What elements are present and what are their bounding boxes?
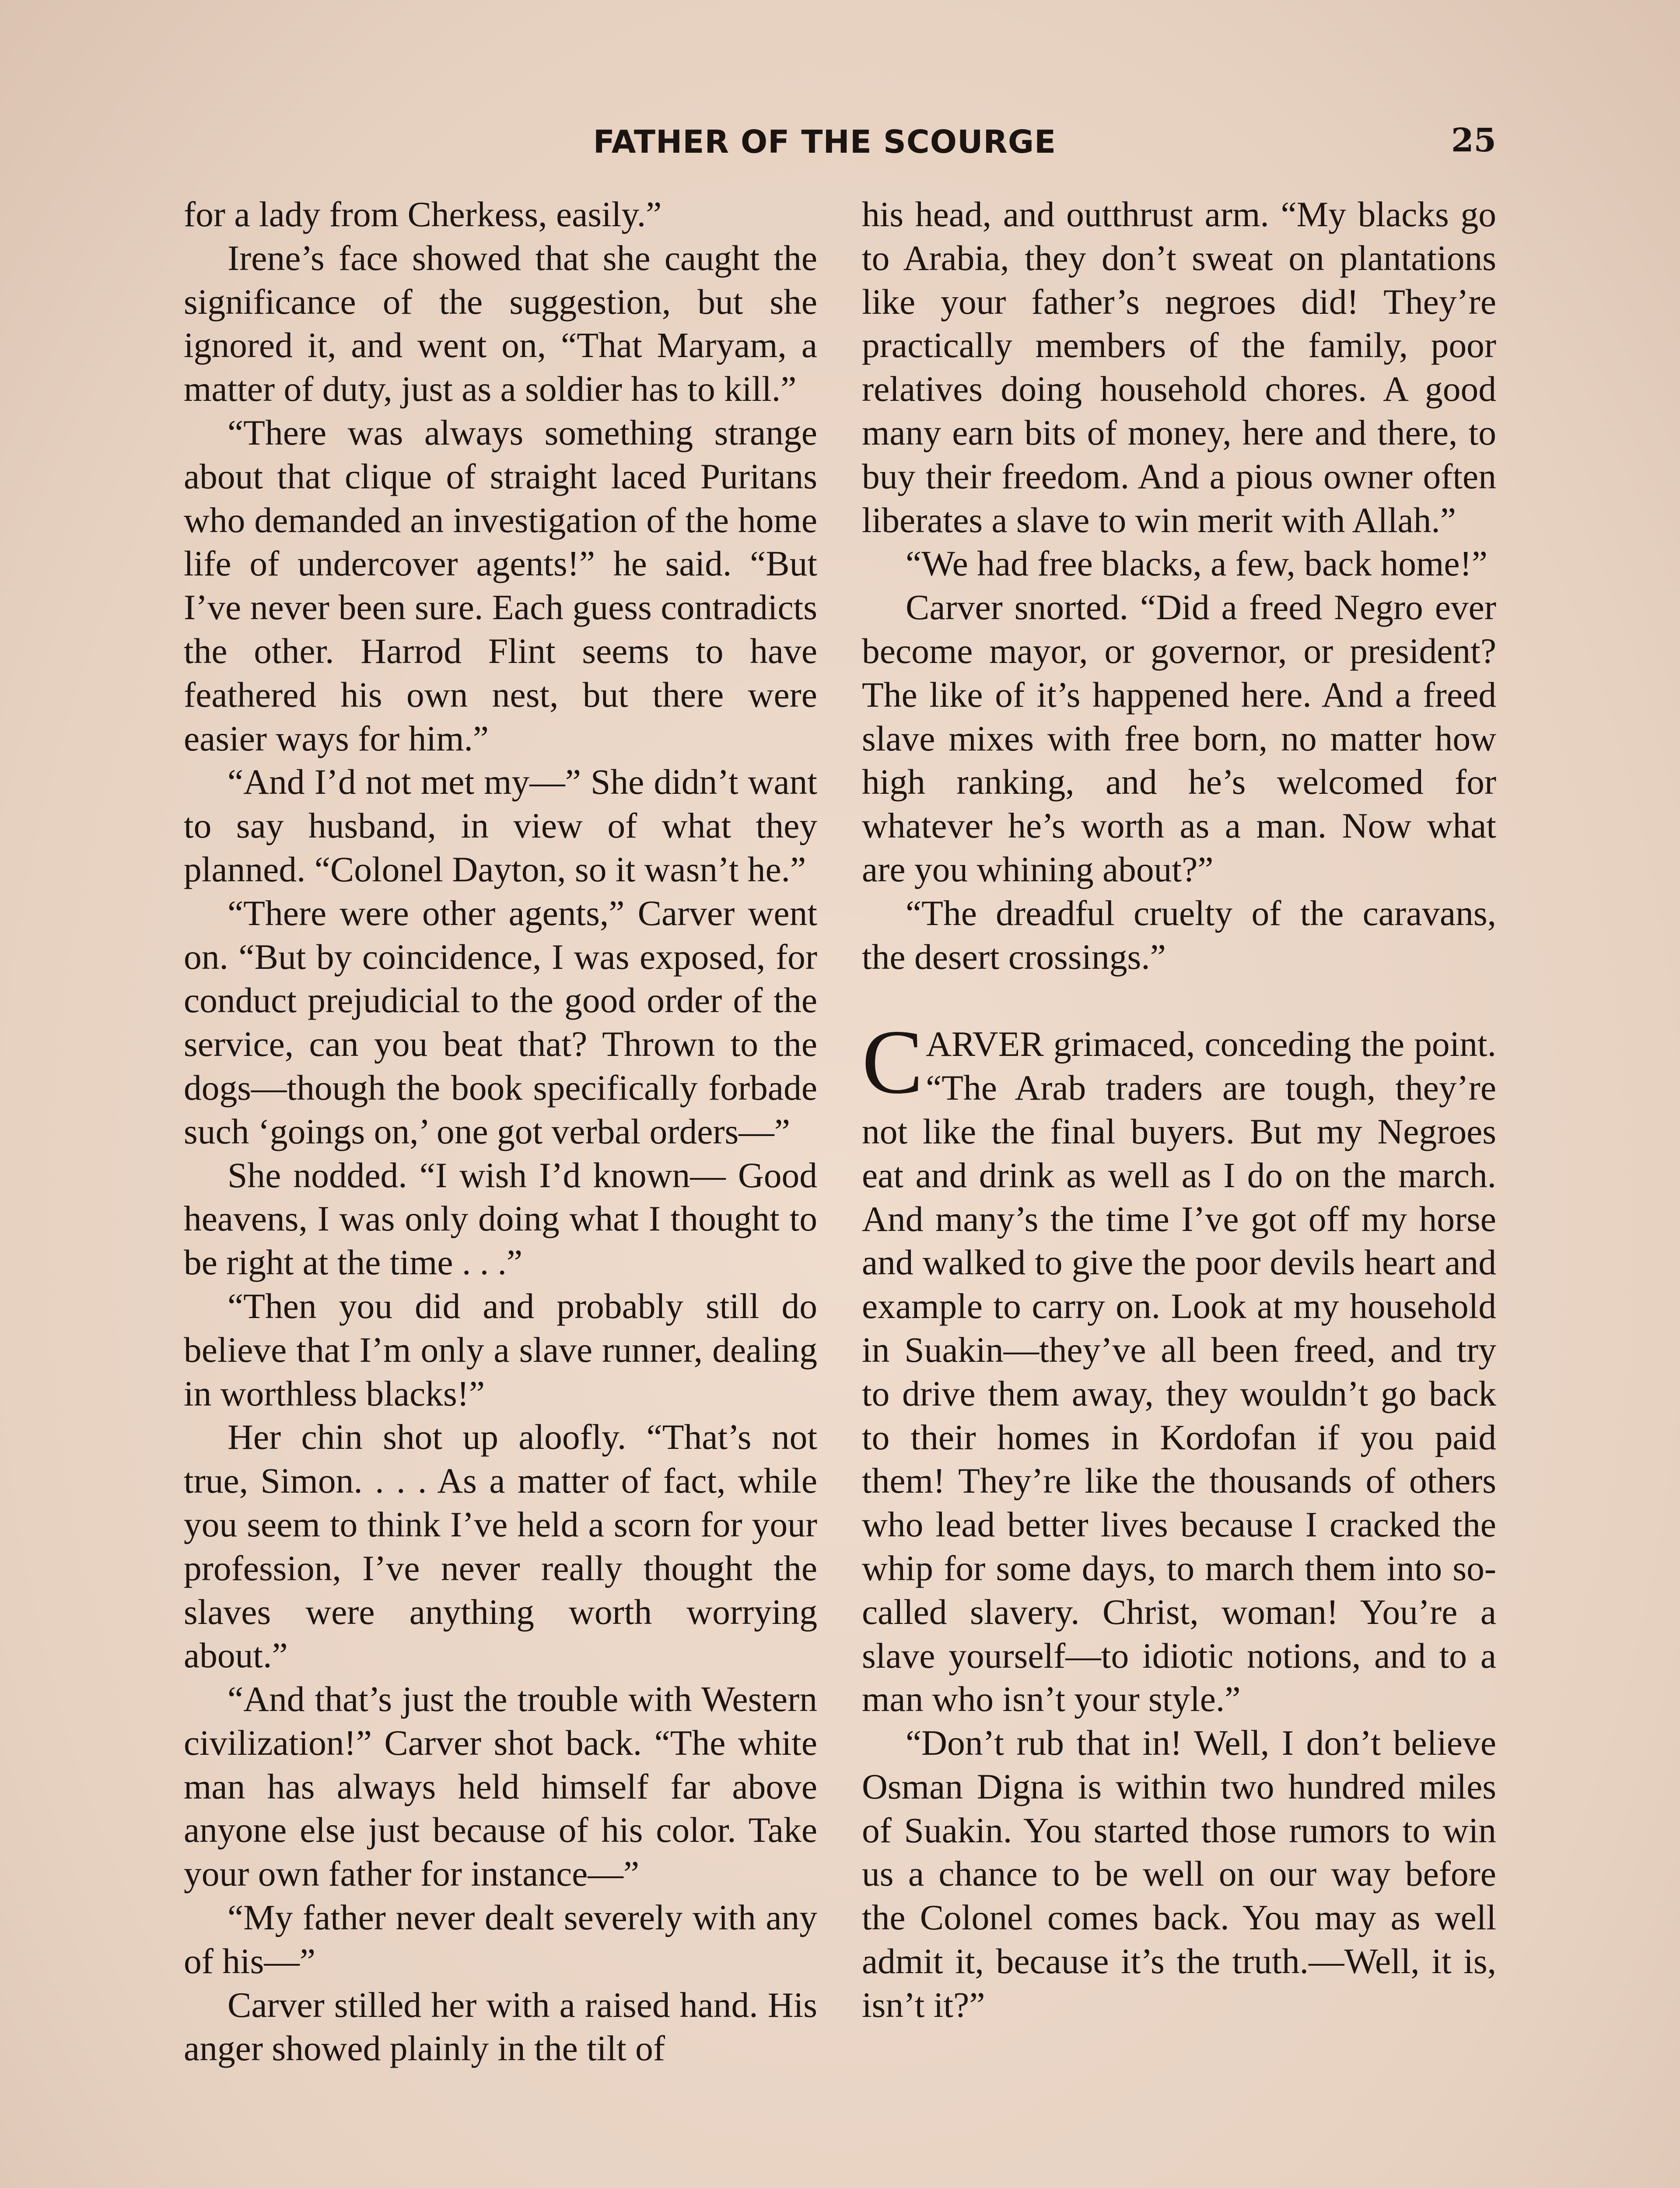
paragraph-text: grimaced, conceding the point. “The Arab traders are tough, they’re not like the final buyers. But my Negroes eat and drink as well as I do on the march. And many’s the time I’ve got off my horse and walked to give the poor devils heart and example to carry on. Look at my household in Suakin—they’ve all been freed, and try to drive them away, they wouldn’t go back to their homes in Kordofan if you paid them! They’re like the thousands of others who lead better lives because I cracked the whip for some days, to march them into so-called slavery. Christ, woman! You’re a slave yourself—to idiotic notions, and to a man who isn’t your style.” <box>862 1024 1496 1719</box>
paragraph: “There were other agents,” Carver went on. “But by coincidence, I was exposed, for conduct prejudicial to the good order of the service, can you beat that? Thrown to the dogs—though the book specifically forbade such ‘goings on,’ one got verbal orders—” <box>184 893 817 1151</box>
paragraph: for a lady from Cherkess, easily.” <box>184 194 662 234</box>
paragraph: “My father never dealt severely with any of his—” <box>184 1897 817 1981</box>
paragraph: Carver stilled her with a raised hand. His anger showed plainly in the tilt of <box>184 1985 817 2069</box>
paragraph: “Don’t rub that in! Well, I don’t believe Osman Digna is within two hundred miles of Suakin. You started those rumors to win us a chance to be well on our way before the Colonel comes back. You may as well admit it, because it’s the truth.—Well, it is, isn’t it?” <box>862 1723 1496 2025</box>
paragraph: “Then you did and probably still do believe that I’m only a slave runner, dealing in worthless blacks!” <box>184 1286 817 1413</box>
paragraph: “And I’d not met my—” She didn’t want to say husband, in view of what they planned. “Colonel Dayton, so it wasn’t he.” <box>184 762 817 889</box>
paragraph: “And that’s just the trouble with Western civilization!” Carver shot back. “The white man has always held himself far above anyone else just because of his color. Take your own father for instance—” <box>184 1679 817 1894</box>
paragraph: Irene’s face showed that she caught the significance of the suggestion, but she ignored it, and went on, “That Maryam, a matter of duty, just as a soldier has to kill.” <box>184 238 817 409</box>
left-column <box>184 193 817 2070</box>
paragraph: “We had free blacks, a few, back home!” <box>906 543 1488 584</box>
dropcap-paragraph <box>862 1011 1496 1721</box>
paragraph: Carver snorted. “Did a freed Negro ever become mayor, or governor, or president? The like of it’s happened here. And a freed slave mixes with free born, no matter how high ranking, and he’s welcomed for whatever he’s worth as a man. Now what are you whining about?” <box>862 587 1496 889</box>
paragraph: Her chin shot up aloofly. “That’s not true, Simon. . . . As a matter of fact, while you seem to think I’ve held a scorn for your profession, I’ve never really thought the slaves were anything worth worrying about.” <box>184 1417 817 1676</box>
paragraph: She nodded. “I wish I’d known— Good heavens, I was only doing what I thought to be right at the time . . .” <box>184 1155 817 1283</box>
page-number: 25 <box>1451 122 1496 159</box>
right-column <box>862 193 1496 2027</box>
paragraph: “There was always something strange about that clique of straight laced Puritans who demanded an investigation of the home life of undercover agents!” he said. “But I’ve never been sure. Each guess contradicts the other. Harrod Flint seems to have feathered his own nest, but there were easier ways for him.” <box>184 412 817 758</box>
smallcaps-word: ARVER <box>926 1024 1044 1064</box>
drop-cap: C <box>862 1011 924 1113</box>
running-title: FATHER OF THE SCOURGE <box>593 123 1057 160</box>
paragraph: his head, and outthrust arm. “My blacks go to Arabia, they don’t sweat on plantations like your father’s negroes did! They’re practically members of the family, poor relatives doing household chores. A good many earn bits of money, here and there, to buy their freedom. And a pious owner often liberates a slave to win merit with Allah.” <box>862 194 1496 540</box>
paragraph: “The dreadful cruelty of the caravans, the desert crossings.” <box>862 893 1496 977</box>
page-header <box>184 118 1496 171</box>
